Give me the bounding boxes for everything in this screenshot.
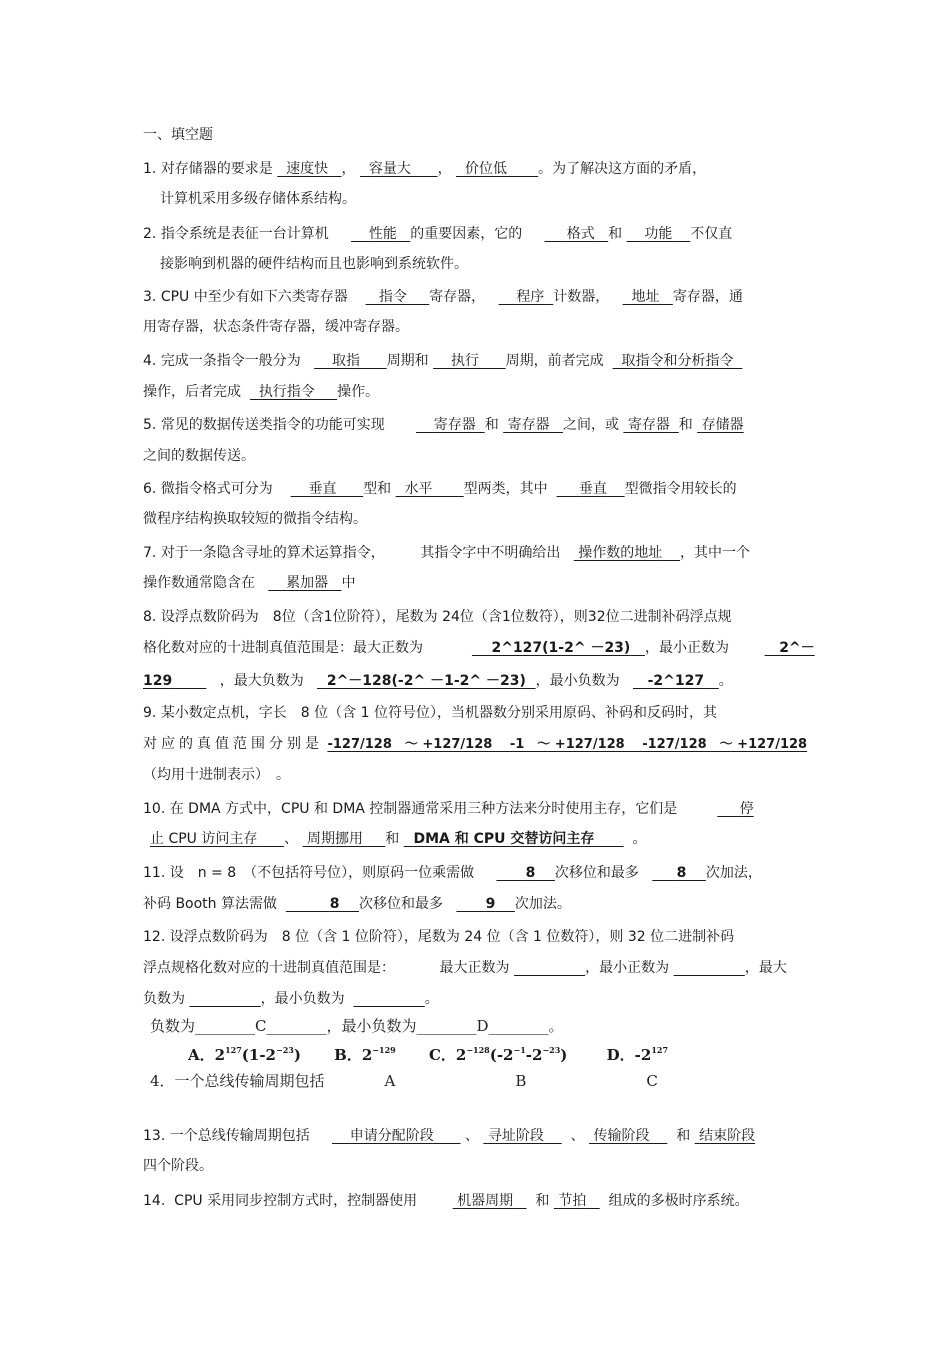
option-a: A．$2^{127}(1-2^{-23})$ <box>188 1045 301 1064</box>
answer-blank: 程序 <box>516 289 545 305</box>
answer-blank: 容量大 <box>368 161 411 177</box>
answer-blank: -2^127 <box>647 673 705 689</box>
question-11-line-2: 补码 Booth 算法需做 8 次移位和最多 9 次加法。 <box>143 896 571 912</box>
answer-blank: 垂直 <box>308 481 337 497</box>
answer-blank: 执行 <box>450 353 479 369</box>
answer-blank <box>514 960 585 976</box>
question-8-line-3: 129 ，最大负数为 2^－128(-2^ －1-2^ －23) ，最小负数为 -2^127 。 <box>143 673 733 689</box>
answer-blank: 取指令和分析指令 <box>621 353 734 369</box>
answer-blank: 停 <box>739 801 754 817</box>
question-12: 12. 设浮点数阶码为 8 位（含 1 位阶符），尾数为 24 位（含 1 位数符），则 32 位二进制补码 <box>143 929 735 945</box>
answer-blank <box>354 991 425 1007</box>
question-8-line-2: 格化数对应的十进制真值范围是：最大正数为 2^127(1-2^ －23) ，最小正数为 2^－ <box>143 640 815 656</box>
answer-blank: 价位低 <box>464 161 507 177</box>
question-5: 5. 常见的数据传送类指令的功能可实现 寄存器 和 寄存器 之间，或 寄存器 和 存储器 <box>143 417 744 433</box>
question-7: 7. 对于一条隐含寻址的算术运算指令， 其指令字中不明确给出 操作数的地址 ，其中一个 <box>143 545 751 561</box>
question-6: 6. 微指令格式可分为 垂直 型和 水平 型两类，其中 垂直 型微指令用较长的 <box>143 481 737 497</box>
question-number: 1. <box>143 161 157 177</box>
embedded-answer-image <box>150 1017 669 1090</box>
answer-blank: 格式 <box>566 226 595 242</box>
answer-blank: 地址 <box>631 289 660 305</box>
answer-blank: 129 <box>143 673 173 689</box>
answer-blank <box>189 991 260 1007</box>
question-12-line-2: 浮点规格化数对应的十进制真值范围是： 最大正数为 ，最小正数为 ，最大 <box>143 960 787 976</box>
answer-blank: 速度快 <box>286 161 329 177</box>
answer-blank: 执行指令 <box>258 384 315 400</box>
question-6-line-2: 微程序结构换取较短的微指令结构。 <box>143 511 367 527</box>
answer-blank: 寄存器 <box>627 417 670 433</box>
answer-blank <box>674 960 745 976</box>
question-4-line-2: 操作，后者完成 执行指令 操作。 <box>143 384 380 400</box>
answer-blank: 9 <box>485 896 496 912</box>
answer-blank: DMA 和 CPU 交替访问主存 <box>413 831 595 847</box>
question-8: 8. 设浮点数阶码为 8位（含1位阶符），尾数为 24位（含1位数符），则32位二进制补码浮点规 <box>143 609 732 625</box>
crop-options-line <box>150 1044 668 1065</box>
answer-blank: 垂直 <box>578 481 607 497</box>
question-4: 4. 完成一条指令一般分为 取指 周期和 执行 周期，前者完成 取指令和分析指令 <box>143 349 808 373</box>
question-2: 2. 指令系统是表征一台计算机 性能 的重要因素，它的 格式 和 功能 不仅直 <box>143 226 733 242</box>
answer-blank: 寄存器 <box>507 417 550 433</box>
question-9-line-3: （均用十进制表示） 。 <box>143 767 290 783</box>
crop-bottom-line: 4．一个总线传输周期包括 A B C <box>150 1072 658 1090</box>
answer-blank: -127/128 ～ +127/128 -1 ～ +127/128 -127/128 ～ +127/128 <box>327 737 808 752</box>
answer-blank: 2^－128(-2^ －1-2^ －23) <box>326 673 526 689</box>
question-13-line-2: 四个阶段。 <box>143 1158 213 1174</box>
answer-blank: 取指 <box>331 353 360 369</box>
question-1: 1. 对存储器的要求是 速度快 ， 容量大 ， 价位低 。为了解决这方面的矛盾， <box>143 161 707 177</box>
answer-blank: 性能 <box>368 226 397 242</box>
answer-blank: 申请分配阶段 <box>349 1128 434 1144</box>
question-9-line-2: 对应的真值范围分别是 -127/128 ～ +127/128 -1 ～ +127/128 -127/128 ～ +127/128 <box>143 736 808 752</box>
answer-blank: 水平 <box>404 481 433 497</box>
question-3-line-2: 用寄存器，状态条件寄存器，缓冲寄存器。 <box>143 319 409 335</box>
answer-blank: 8 <box>676 865 687 881</box>
section-heading: 一、填空题 <box>143 127 213 143</box>
answer-blank: 累加器 <box>286 575 329 591</box>
option-d: D．$-2^{127}$ <box>606 1045 669 1064</box>
answer-blank: 结束阶段 <box>699 1128 756 1144</box>
question-10: 10. 在 DMA 方式中，CPU 和 DMA 控制器通常采用三种方法来分时使用主存，它们是 停 <box>143 801 754 817</box>
answer-blank: 操作数的地址 <box>578 545 663 561</box>
answer-blank: 机器周期 <box>457 1193 514 1209</box>
question-10-line-2: 止 CPU 访问主存 、 周期挪用 和 DMA 和 CPU 交替访问主存 。 <box>150 831 647 847</box>
answer-blank: 8 <box>525 865 536 881</box>
question-1-line-2: 计算机采用多级存储体系结构。 <box>160 191 356 207</box>
option-c: C．$2^{-128}(-2^{-1}-2^{-23})$ <box>428 1045 568 1064</box>
answer-blank: 周期挪用 <box>306 831 363 847</box>
question-3: 3. CPU 中至少有如下六类寄存器 指令 寄存器， 程序 计数器， 地址 寄存器，通 <box>143 289 743 305</box>
answer-blank: 寄存器 <box>433 417 476 433</box>
answer-blank: 2^127(1-2^ －23) <box>491 640 631 656</box>
question-13: 13. 一个总线传输周期包括 申请分配阶段 、 寻址阶段 、 传输阶段 和 结束阶段 <box>143 1128 756 1144</box>
question-9: 9. 某小数定点机，字长 8 位（含 1 位符号位），当机器数分别采用原码、补码和反码时，其 <box>143 705 717 721</box>
answer-blank: 指令 <box>378 289 407 305</box>
option-b: B．$2^{-129}$ <box>334 1045 396 1064</box>
answer-blank: 止 CPU 访问主存 <box>150 831 258 847</box>
answer-blank: 8 <box>329 896 340 912</box>
answer-blank: 节拍 <box>558 1193 587 1209</box>
answer-blank: 功能 <box>644 226 673 242</box>
answer-blank: 存储器 <box>701 417 744 433</box>
question-2-line-2: 接影响到机器的硬件结构而且也影响到系统软件。 <box>160 256 468 272</box>
question-7-line-2: 操作数通常隐含在 累加器 中 <box>143 575 356 591</box>
question-14: 14. CPU 采用同步控制方式时，控制器使用 机器周期 和 节拍 组成的多极时序系统。 <box>143 1193 749 1209</box>
answer-blank: 传输阶段 <box>593 1128 650 1144</box>
question-11: 11. 设 n = 8 （不包括符号位），则原码一位乘需做 8 次移位和最多 8 次加法， <box>143 865 762 881</box>
crop-top-line: 负数为________C________，最小负数为________D________。 <box>150 1017 564 1035</box>
question-5-line-2: 之间的数据传送。 <box>143 448 255 464</box>
answer-blank: 2^－ <box>779 640 815 656</box>
answer-blank: 寻址阶段 <box>487 1128 544 1144</box>
question-12-line-3: 负数为 ，最小负数为 。 <box>143 991 439 1007</box>
